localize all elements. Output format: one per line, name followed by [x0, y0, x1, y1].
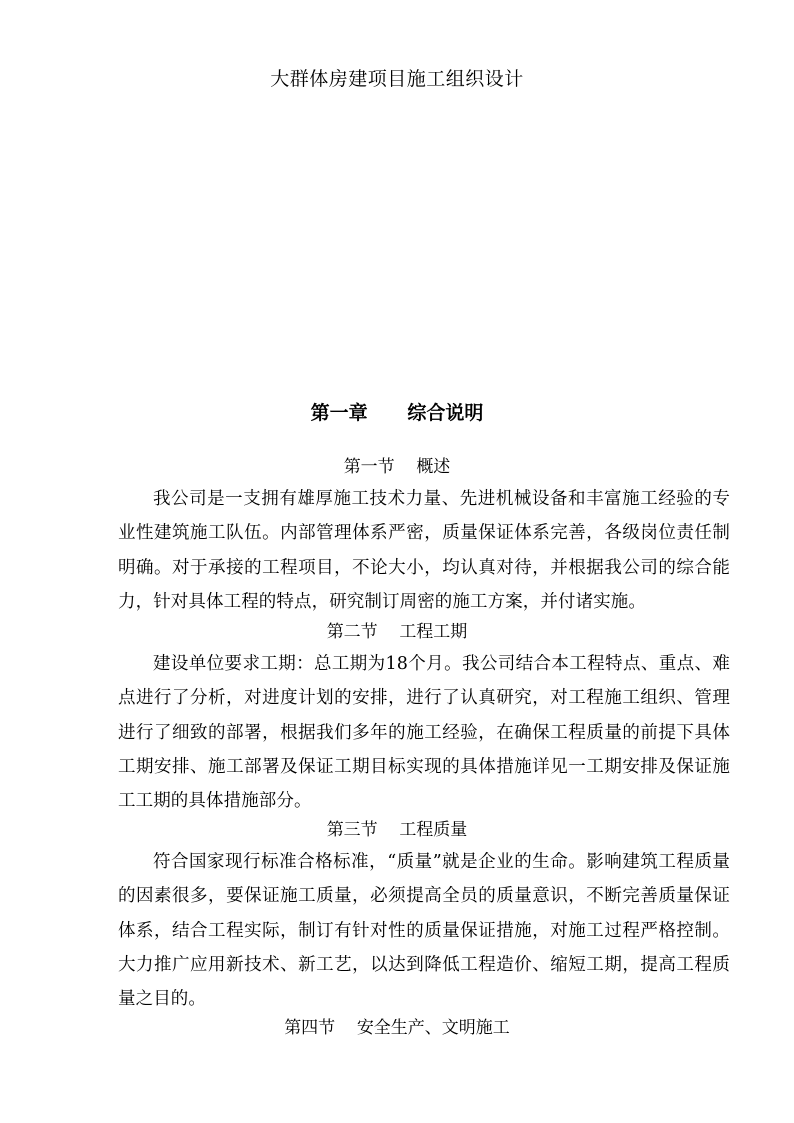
section-number: 第四节 [284, 1018, 336, 1038]
chapter-heading [0, 400, 794, 426]
section-heading-2 [0, 620, 794, 644]
section-title: 安全生产、文明施工 [356, 1018, 510, 1038]
chapter-number: 第一章 [310, 402, 368, 424]
section-heading-3 [0, 818, 794, 842]
section-paragraph-1: 我公司是一支拥有雄厚施工技术力量、先进机械设备和丰富施工经验的专业性建筑施工队伍。内部管理体系严密，质量保证体系完善，各级岗位责任制明确。对于承接的工程项目，不论大小，均认真对待，并根据我公司的综合能力，针对具体工程的特点，研究制订周密的施工方案，并付诸实施。 [118, 489, 730, 612]
section-paragraph-3: 符合国家现行标准合格标准，“质量”就是企业的生命。影响建筑工程质量的因素很多，要保证施工质量，必须提高全员的质量意识，不断完善质量保证体系，结合工程实际，制订有针对性的质量保证措施，对施工过程严格控制。大力推广应用新技术、新工艺，以达到降低工程造价、缩短工期，提高工程质量之目的。 [118, 852, 730, 1010]
section-paragraph-2: 建设单位要求工期：总工期为18个月。我公司结合本工程特点、重点、难点进行了分析，对进度计划的安排，进行了认真研究，对工程施工组织、管理进行了细致的部署，根据我们多年的施工经验，在确保工程质量的前提下具体工期安排、施工部署及保证工期目标实现的具体措施详见一工期安排及保证施工工期的具体措施部分。 [118, 654, 730, 812]
section-title: 概述 [416, 457, 451, 477]
section-number: 第三节 [326, 820, 378, 840]
section-title: 工程工期 [399, 622, 468, 642]
section-number: 第一节 [343, 457, 395, 477]
chapter-title: 综合说明 [407, 402, 484, 424]
section-title: 工程质量 [399, 820, 468, 840]
section-number: 第二节 [326, 622, 378, 642]
document-title: 大群体房建项目施工组织设计 [270, 68, 524, 90]
section-heading-4 [0, 1016, 794, 1040]
section-heading-1 [0, 455, 794, 479]
